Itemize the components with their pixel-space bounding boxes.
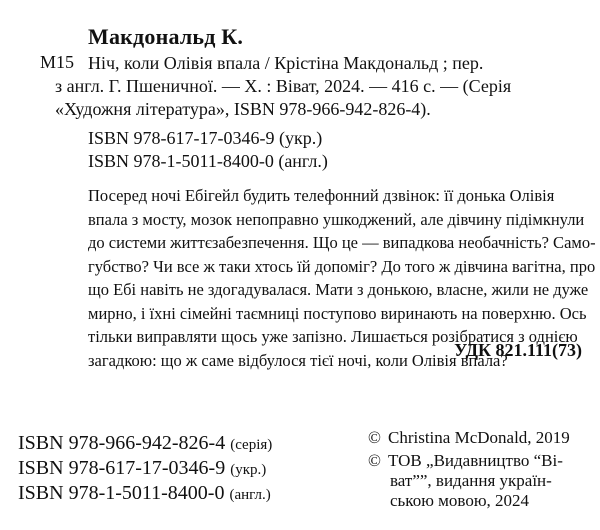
footer-isbn-note: (серія)	[230, 437, 273, 453]
copyright-publisher-cont: ською мовою, 2024	[390, 491, 530, 510]
copyright-text: Christina McDonald, 2019	[388, 428, 570, 447]
copyright-text: ТОВ „Видавництво “Ві-	[388, 451, 563, 470]
udk-code: УДК 821.111(73)	[454, 340, 582, 360]
annotation-line: загадкою: що ж саме відбулося тієї ночі, коли Олівія впала?	[88, 350, 508, 370]
footer-isbn-number: ISBN 978-617-17-0346-9	[18, 457, 226, 479]
isbn-ukr-line: ISBN 978-617-17-0346-9 (укр.)	[88, 128, 323, 148]
author-heading: Макдональд К.	[88, 24, 244, 49]
annotation-line: до системи життєзабезпечення. Що це — випадкова необачність? Само-	[88, 233, 596, 252]
isbn-eng-line: ISBN 978-1-5011-8400-0 (англ.)	[88, 151, 328, 171]
footer-isbn-number: ISBN 978-966-942-826-4	[18, 432, 226, 454]
copyright-author	[368, 428, 570, 448]
annotation-line: впала з мосту, мозок непоправно ушкоджений, але дівчину підімкнули	[88, 209, 585, 229]
description-line-2: з англ. Г. Пшеничної. — Х. : Віват, 2024. — 416 с. — (Серія	[55, 76, 512, 96]
description-line-3: «Художня література», ISBN 978-966-942-826-4).	[55, 99, 431, 119]
footer-isbn-series	[18, 432, 272, 455]
footer-isbn-note: (англ.)	[229, 487, 271, 503]
copyright-icon: ©	[368, 428, 381, 447]
footer-isbn-eng	[18, 482, 271, 505]
annotation-line: губство? Чи все ж таки хтось їй допоміг? До того ж дівчина вагітна, про	[88, 256, 596, 276]
copyright-icon: ©	[368, 451, 381, 470]
footer-isbn-ukr	[18, 457, 266, 480]
annotation-line: що Ебі навіть не здогадувалася. Мати з донькою, власне, жили не дуже	[88, 280, 589, 299]
annotation-line: Посеред ночі Ебігейл будить телефонний дзвінок: її донька Олівія	[88, 186, 555, 205]
footer-isbn-note: (укр.)	[230, 462, 267, 478]
copyright-publisher	[368, 451, 563, 471]
annotation-line: тільки виправляти щось уже запізно. Лишається розібратися з однією	[88, 327, 578, 346]
description-line-1: Ніч, коли Олівія впала / Крістіна Макдональд ; пер.	[88, 53, 484, 73]
annotation-line: мирно, і їхні сімейні таємниці поступово виринають на поверхню. Ось	[88, 303, 587, 323]
footer-isbn-number: ISBN 978-1-5011-8400-0	[18, 482, 225, 504]
copyright-publisher-cont: ват””, видання україн-	[390, 471, 552, 490]
author-code: М15	[40, 52, 75, 72]
